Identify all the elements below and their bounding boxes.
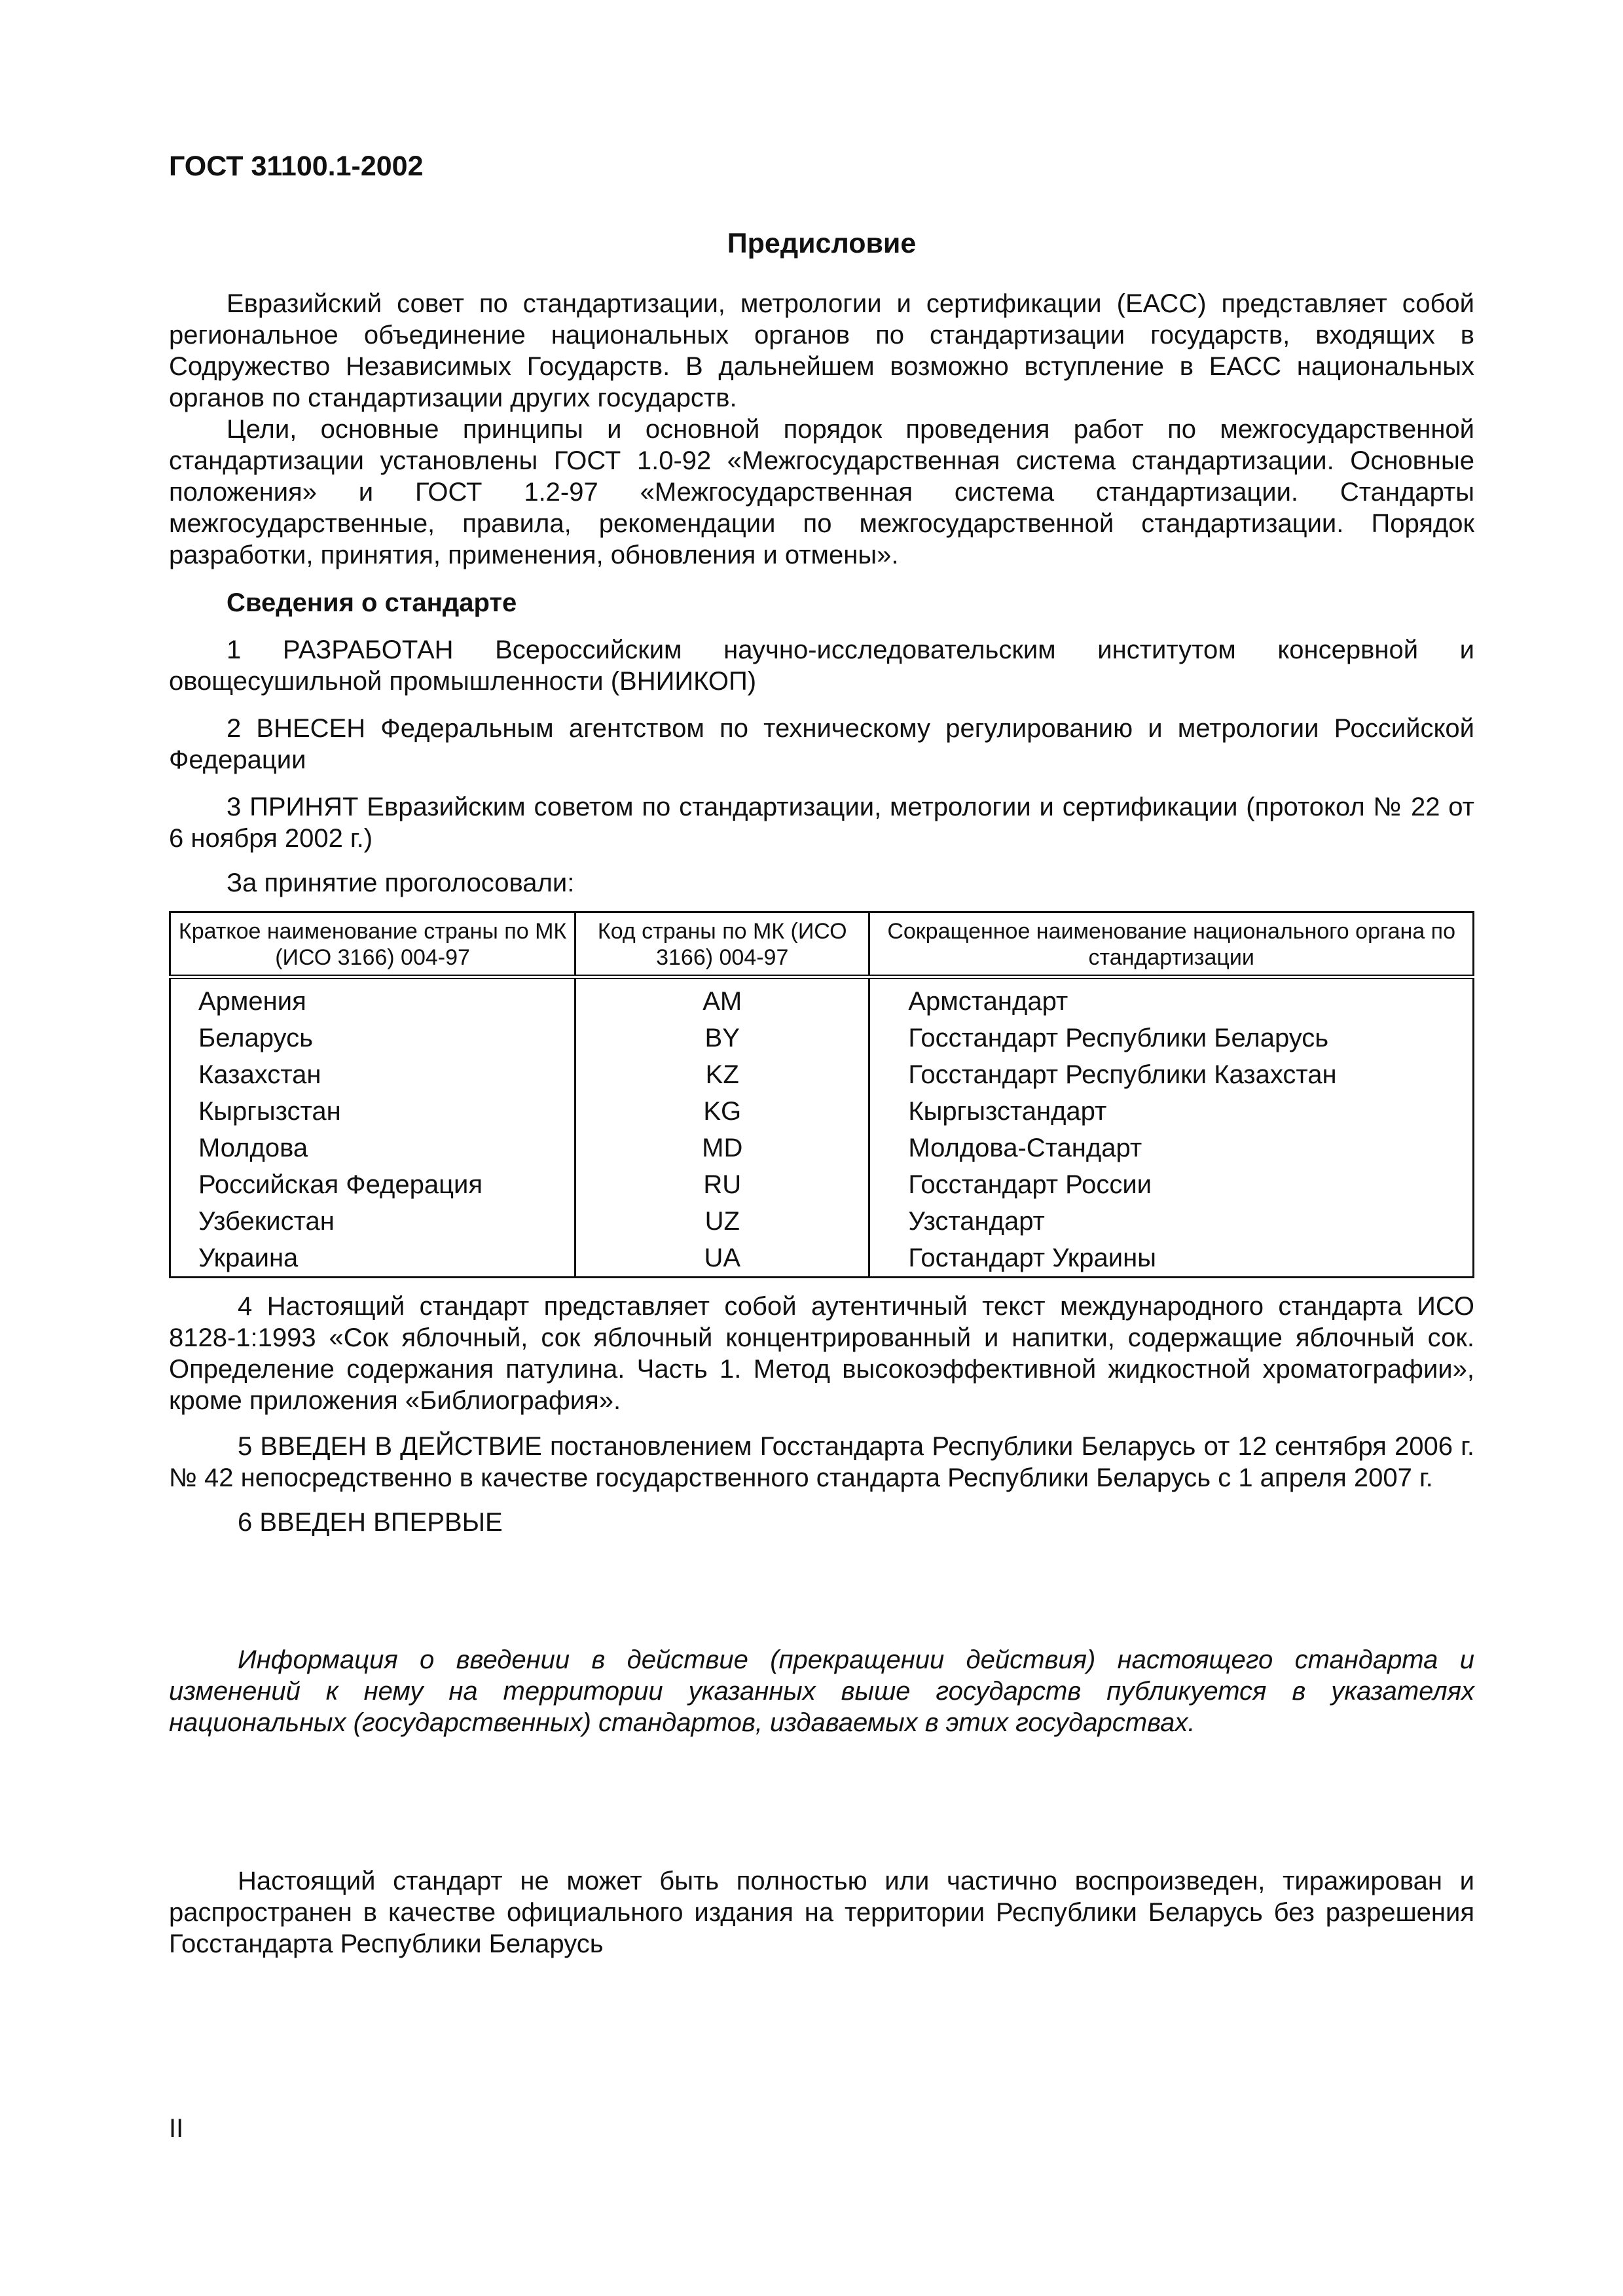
vote-table-header-row bbox=[170, 912, 1474, 977]
country-cell: Казахстан bbox=[170, 1056, 575, 1093]
document-id: ГОСТ 31100.1-2002 bbox=[169, 151, 424, 182]
table-row bbox=[170, 1203, 1474, 1240]
notice-info: Информация о введении в действие (прекращении действия) настоящего стандарта и изменений к нему на территории указанных выше государств публикуется в указателях национальных (государственных) стандартов, издаваемых в этих государствах. bbox=[169, 1645, 1474, 1737]
code-cell: UZ bbox=[575, 1203, 869, 1240]
table-row bbox=[170, 1240, 1474, 1278]
body-cell: Молдова-Стандарт bbox=[869, 1130, 1474, 1166]
info-item-5: 5 ВВЕДЕН В ДЕЙСТВИЕ постановлением Госстандарта Республики Беларусь от 12 сентября 2006 г. № 42 непосредственно в качестве государственного стандарта Республики Беларусь с 1 апреля 2007 г. bbox=[169, 1432, 1474, 1492]
table-row bbox=[170, 1166, 1474, 1203]
code-cell: KG bbox=[575, 1093, 869, 1130]
code-cell: MD bbox=[575, 1130, 869, 1166]
country-cell: Российская Федерация bbox=[170, 1166, 575, 1203]
header-code: Код страны по МК (ИСО 3166) 004-97 bbox=[575, 912, 869, 977]
table-row bbox=[170, 1056, 1474, 1093]
body-cell: Армстандарт bbox=[869, 977, 1474, 1020]
header-country: Краткое наименование страны по МК (ИСО 3166) 004-97 bbox=[170, 912, 575, 977]
country-cell: Узбекистан bbox=[170, 1203, 575, 1240]
voted-label: За принятие проголосовали: bbox=[227, 869, 575, 897]
country-cell: Армения bbox=[170, 977, 575, 1020]
info-item-6: 6 ВВЕДЕН ВПЕРВЫЕ bbox=[238, 1508, 503, 1537]
info-item-2: 2 ВНЕСЕН Федеральным агентством по техническому регулированию и метрологии Российской Федерации bbox=[169, 714, 1474, 774]
table-row bbox=[170, 1020, 1474, 1056]
body-cell: Госстандарт Республики Казахстан bbox=[869, 1056, 1474, 1093]
body-cell: Кыргызстандарт bbox=[869, 1093, 1474, 1130]
code-cell: AM bbox=[575, 977, 869, 1020]
table-row bbox=[170, 1130, 1474, 1166]
country-cell: Украина bbox=[170, 1240, 575, 1278]
preface-section bbox=[169, 288, 1474, 571]
info-item-3: 3 ПРИНЯТ Евразийским советом по стандартизации, метрологии и сертификации (протокол № 22 от 6 ноября 2002 г.) bbox=[169, 793, 1474, 853]
standard-info-heading: Сведения о стандарте bbox=[227, 588, 517, 617]
country-cell: Беларусь bbox=[170, 1020, 575, 1056]
preface-paragraph-1: Евразийский совет по стандартизации, метрологии и сертификации (ЕАСС) представляет собой региональное объединение национальных органов по стандартизации государств, входящих в Содружество Независимых Государств. В дальнейшем возможно вступление в ЕАСС национальных органов по стандартизации других государств. bbox=[169, 289, 1474, 412]
country-cell: Молдова bbox=[170, 1130, 575, 1166]
info-item-1: 1 РАЗРАБОТАН Всероссийским научно-исследовательским институтом консервной и овощесушильной промышленности (ВНИИКОП) bbox=[169, 636, 1474, 696]
code-cell: RU bbox=[575, 1166, 869, 1203]
body-cell: Гостандарт Украины bbox=[869, 1240, 1474, 1278]
page-number: II bbox=[169, 2114, 184, 2143]
country-cell: Кыргызстан bbox=[170, 1093, 575, 1130]
copyright-notice: Настоящий стандарт не может быть полностью или частично воспроизведен, тиражирован и распространен в качестве официального издания на территории Республики Беларусь без разрешения Госстандарта Республики Беларусь bbox=[169, 1867, 1474, 1958]
preface-title: Предисловие bbox=[727, 228, 917, 259]
body-cell: Госстандарт России bbox=[869, 1166, 1474, 1203]
header-body: Сокращенное наименование национального органа по стандартизации bbox=[869, 912, 1474, 977]
table-row bbox=[170, 1093, 1474, 1130]
code-cell: BY bbox=[575, 1020, 869, 1056]
info-item-4: 4 Настоящий стандарт представляет собой аутентичный текст международного стандарта ИСО 8128-1:1993 «Сок яблочный, сок яблочный концентрированный и напитки, содержащие яблочный сок. Определение содержания патулина. Часть 1. Метод высокоэффективной жидкостной хроматографии», кроме приложения «Библиография». bbox=[169, 1292, 1474, 1415]
table-row bbox=[170, 977, 1474, 1020]
vote-table bbox=[169, 911, 1474, 1278]
code-cell: UA bbox=[575, 1240, 869, 1278]
preface-paragraph-2: Цели, основные принципы и основной порядок проведения работ по межгосударственной стандартизации установлены ГОСТ 1.0-92 «Межгосударственная система стандартизации. Основные положения» и ГОСТ 1.2-97 «Межгосударственная система стандартизации. Стандарты межгосударственные, правила, рекомендации по межгосударственной стандартизации. Порядок разработки, принятия, применения, обновления и отмены». bbox=[169, 415, 1474, 569]
code-cell: KZ bbox=[575, 1056, 869, 1093]
body-cell: Госстандарт Республики Беларусь bbox=[869, 1020, 1474, 1056]
body-cell: Узстандарт bbox=[869, 1203, 1474, 1240]
